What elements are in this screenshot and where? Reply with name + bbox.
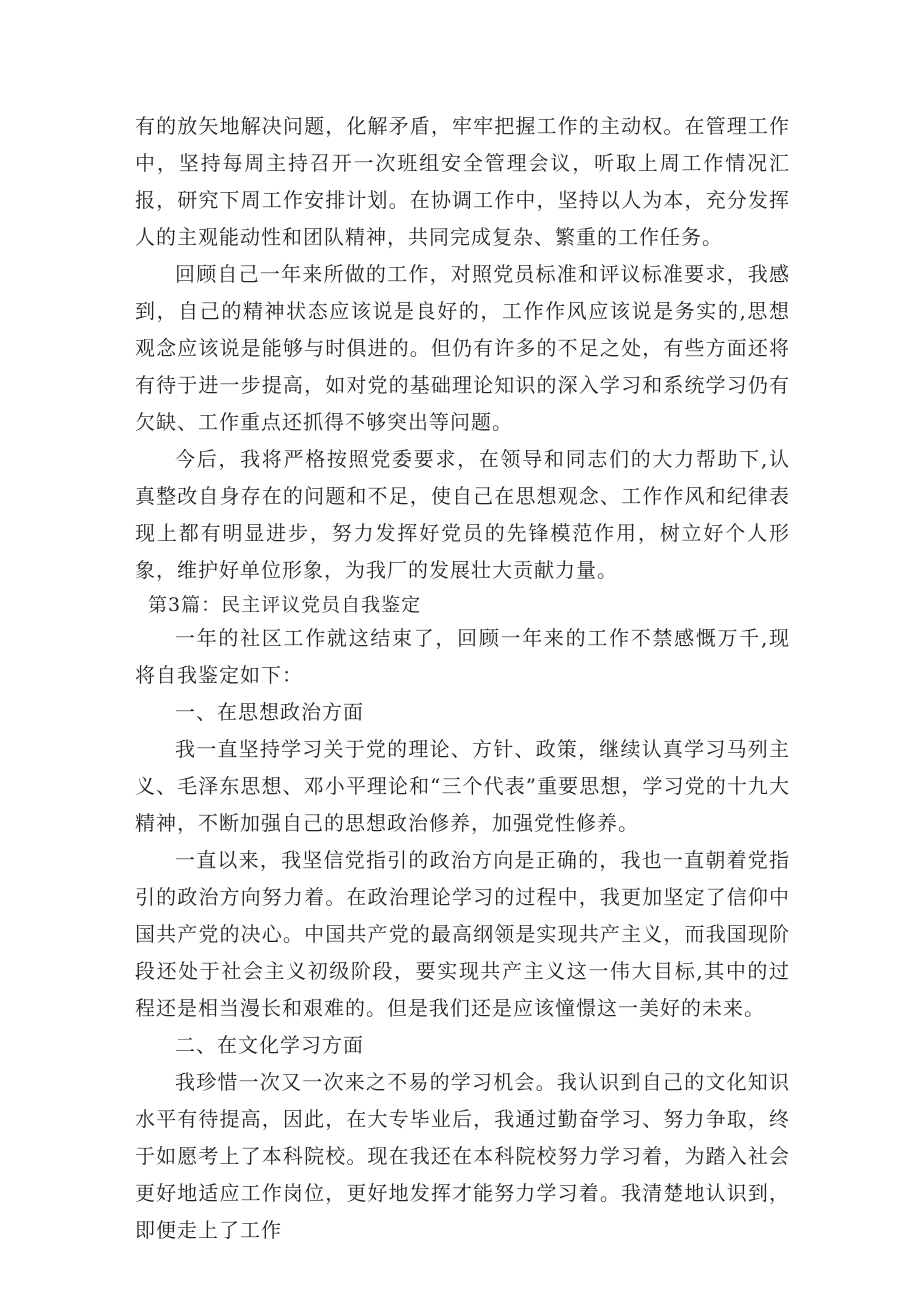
paragraph: 回顾自己一年来所做的工作，对照党员标准和评议标准要求，我感到，自己的精神状态应该说是良好的，工作作风应该说是务实的,思想观念应该说是能够与时俱进的。但仍有许多的不足之处，有些方面还将有待于进一步提高，如对党的基础理论知识的深入学习和系统学习仍有欠缺、工作重点还抓得不够突出等问题。 — [135, 262, 790, 434]
section-2-body — [135, 620, 790, 1249]
subheading: 一、在思想政治方面 — [175, 700, 364, 724]
paragraph: 今后，我将严格按照党委要求，在领导和同志们的大力帮助下,认真整改自身存在的问题和不足，使自己在思想观念、工作作风和纪律表现上都有明显进步，努力发挥好党员的先锋模范作用，树立好个人形象，维护好单位形象，为我厂的发展壮大贡献力量。 — [135, 447, 790, 582]
section-heading: 第3篇：民主评议党员自我鉴定 — [148, 594, 422, 616]
paragraph: 我珍惜一次又一次来之不易的学习机会。我认识到自己的文化知识水平有待提高，因此，在大专毕业后，我通过勤奋学习、努力争取，终于如愿考上了本科院校。现在我还在本科院校努力学习着，为踏入社会更好地适应工作岗位，更好地发挥才能努力学习着。我清楚地认识到，即便走上了工作 — [135, 1070, 790, 1242]
subheading: 二、在文化学习方面 — [175, 1033, 364, 1057]
section-1-body — [135, 108, 790, 589]
paragraph: 一直以来，我坚信党指引的政治方向是正确的，我也一直朝着党指引的政治方向努力着。在政治理论学习的过程中，我更加坚定了信仰中国共产党的决心。中国共产党的最高纲领是实现共产主义，而我国现阶段还处于社会主义初级阶段，要实现共产主义这一伟大目标,其中的过程还是相当漫长和艰难的。但是我们还是应该憧憬这一美好的未来。 — [135, 848, 790, 1020]
paragraph: 一年的社区工作就这结束了，回顾一年来的工作不禁感慨万千,现将自我鉴定如下： — [135, 626, 790, 687]
paragraph: 我一直坚持学习关于党的理论、方针、政策，继续认真学习马列主义、毛泽东思想、邓小平理论和“三个代表”重要思想，学习党的十九大精神，不断加强自己的思想政治修养，加强党性修养。 — [135, 737, 790, 835]
paragraph: 有的放矢地解决问题，化解矛盾，牢牢把握工作的主动权。在管理工作中，坚持每周主持召开一次班组安全管理会议，听取上周工作情况汇报，研究下周工作安排计划。在协调工作中，坚持以人为本，充分发挥人的主观能动性和团队精神，共同完成复杂、繁重的工作任务。 — [135, 114, 790, 249]
